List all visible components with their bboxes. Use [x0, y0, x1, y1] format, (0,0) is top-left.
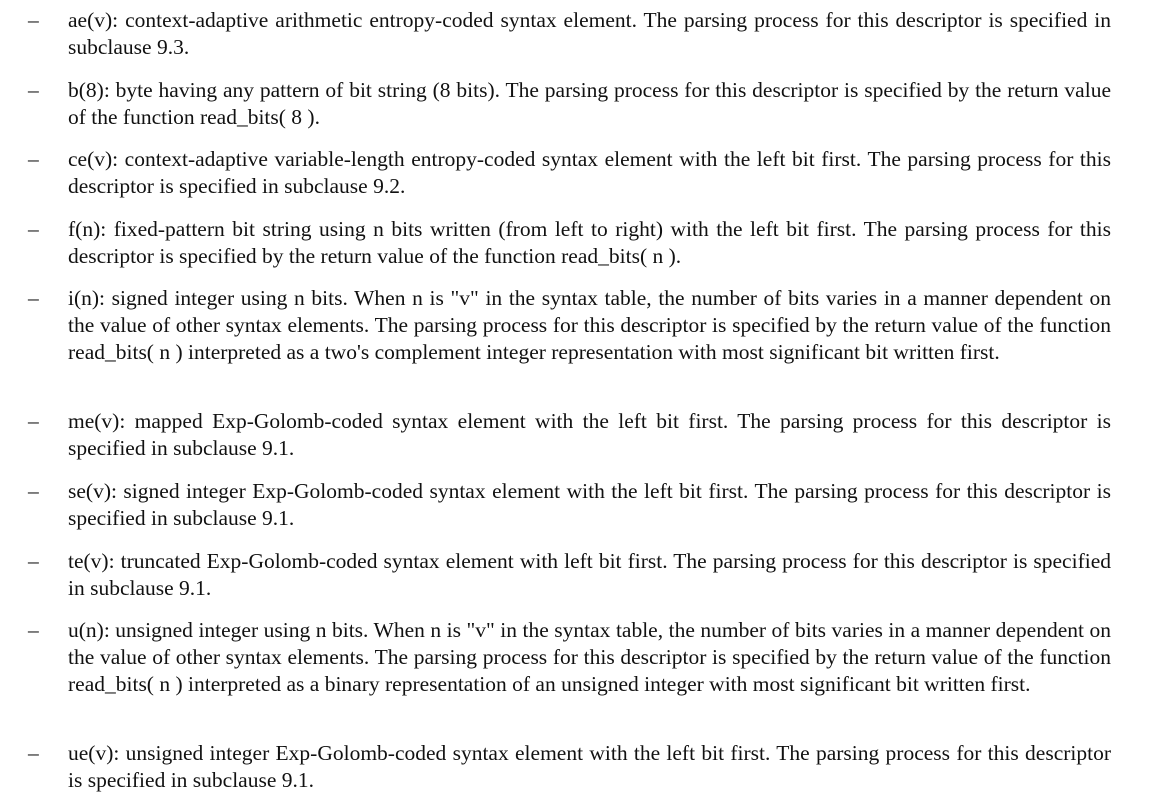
bullet-dash: –	[28, 286, 39, 310]
list-item-text: i(n): signed integer using n bits. When n is "v" in the syntax table, the number of bits varies in a manner dependent on the value of other syntax elements. The parsing process for this descriptor is specified by the return value of the function read_bits( n ) interpreted as a two's complement integer representation with most significant bit written first.	[68, 286, 1111, 364]
list-item-text: ce(v): context-adaptive variable-length entropy-coded syntax element with the left bit first. The parsing process for this descriptor is specified in subclause 9.2.	[68, 147, 1111, 198]
bullet-dash: –	[28, 741, 39, 765]
list-item-text: me(v): mapped Exp-Golomb-coded syntax element with the left bit first. The parsing process for this descriptor is specified in subclause 9.1.	[68, 409, 1111, 460]
list-item-text: se(v): signed integer Exp-Golomb-coded syntax element with the left bit first. The parsing process for this descriptor is specified in subclause 9.1.	[68, 479, 1111, 530]
bullet-dash: –	[28, 618, 39, 642]
list-item-text: ue(v): unsigned integer Exp-Golomb-coded syntax element with the left bit first. The parsing process for this descriptor is specified in subclause 9.1.	[68, 741, 1111, 792]
list-item-text: f(n): fixed-pattern bit string using n bits written (from left to right) with the left bit first. The parsing process for this descriptor is specified by the return value of the function read_bits( n ).	[68, 217, 1111, 268]
list-item-text: b(8): byte having any pattern of bit string (8 bits). The parsing process for this descriptor is specified by the return value of the function read_bits( 8 ).	[68, 78, 1111, 129]
bullet-dash: –	[28, 78, 39, 102]
bullet-dash: –	[28, 479, 39, 503]
bullet-dash: –	[28, 549, 39, 573]
bullet-dash: –	[28, 8, 39, 32]
bullet-dash: –	[28, 409, 39, 433]
list-item-text: te(v): truncated Exp-Golomb-coded syntax element with left bit first. The parsing process for this descriptor is specified in subclause 9.1.	[68, 549, 1111, 600]
bullet-dash: –	[28, 217, 39, 241]
list-item-text: u(n): unsigned integer using n bits. When n is "v" in the syntax table, the number of bits varies in a manner dependent on the value of other syntax elements. The parsing process for this descriptor is specified by the return value of the function read_bits( n ) interpreted as a binary representation of an unsigned integer with most significant bit written first.	[68, 618, 1111, 696]
bullet-dash: –	[28, 147, 39, 171]
list-item-text: ae(v): context-adaptive arithmetic entropy-coded syntax element. The parsing process for this descriptor is specified in subclause 9.3.	[68, 8, 1111, 59]
